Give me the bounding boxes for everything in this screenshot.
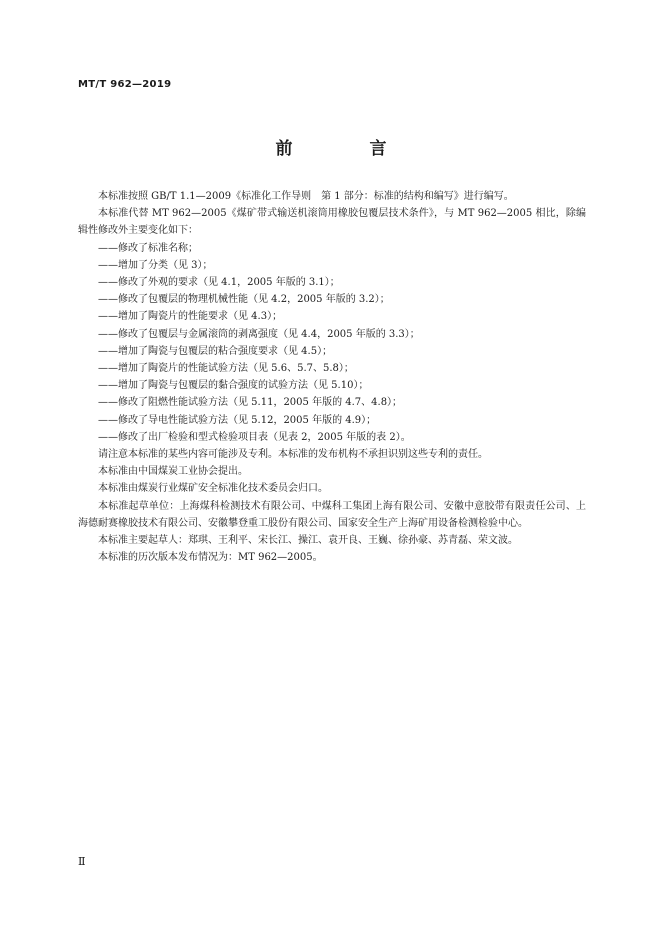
version-history: 本标准的历次版本发布情况为：MT 962—2005。 (98, 552, 323, 564)
paragraph: 本标准代替 MT 962—2005《煤矿带式输送机滚筒用橡胶包覆层技术条件》，与 MT 962—2005 相比，除编辑性修改外主要变化如下： (78, 208, 586, 237)
change-item: ——修改了包覆层的物理机械性能（见 4.2，2005 年版的 3.2）； (98, 294, 390, 306)
patent-notice: 请注意本标准的某些内容可能涉及专利。本标准的发布机构不承担识别这些专利的责任。 (98, 449, 488, 461)
paragraph: 本标准按照 GB/T 1.1—2009《标准化工作导则 第 1 部分：标准的结构和编写》进行编写。 (98, 191, 514, 202)
change-item: ——修改了导电性能试验方法（见 5.12，2005 年版的 4.9）； (98, 414, 377, 426)
standard-code: MT/T 962—2019 (78, 79, 172, 90)
change-item: ——修改了外观的要求（见 4.1，2005 年版的 3.1）； (98, 277, 340, 289)
change-item: ——增加了陶瓷与包覆层的粘合强度要求（见 4.5）； (98, 345, 333, 357)
change-item: ——修改了标准名称； (98, 242, 198, 254)
change-item: ——增加了陶瓷片的性能试验方法（见 5.6、5.7、5.8）； (98, 363, 354, 375)
foreword-body (78, 188, 586, 566)
change-item: ——修改了包覆层与金属滚筒的剥离强度（见 4.4，2005 年版的 3.3）； (98, 328, 420, 340)
change-item: ——修改了阻燃性能试验方法（见 5.11，2005 年版的 4.7、4.8）； (98, 397, 403, 409)
drafting-units: 本标准起草单位：上海煤科检测技术有限公司、中煤科工集团上海有限公司、安徽中意胶带有限责任公司、上海德耐赛橡胶技术有限公司、安徽攀登重工股份有限公司、国家安全生产上海矿用设备检测检验中心。 (78, 500, 586, 529)
committee-statement: 本标准由煤炭行业煤矿安全标准化技术委员会归口。 (98, 483, 328, 495)
drafters: 本标准主要起草人：郑琪、王利平、宋长江、操江、袁开良、王巍、徐孙豪、苏青磊、荣文波。 (98, 535, 518, 547)
change-item: ——增加了陶瓷片的性能要求（见 4.3）； (98, 311, 283, 323)
change-item: ——增加了分类（见 3）； (98, 259, 213, 271)
change-item: ——修改了出厂检验和型式检验项目表（见表 2，2005 年版的表 2）。 (98, 431, 411, 443)
change-item: ——增加了陶瓷与包覆层的黏合强度的试验方法（见 5.10）； (98, 380, 369, 392)
proposer-statement: 本标准由中国煤炭工业协会提出。 (98, 466, 248, 478)
page-title: 前 言 (275, 139, 417, 159)
page-number: Ⅱ (78, 855, 86, 868)
